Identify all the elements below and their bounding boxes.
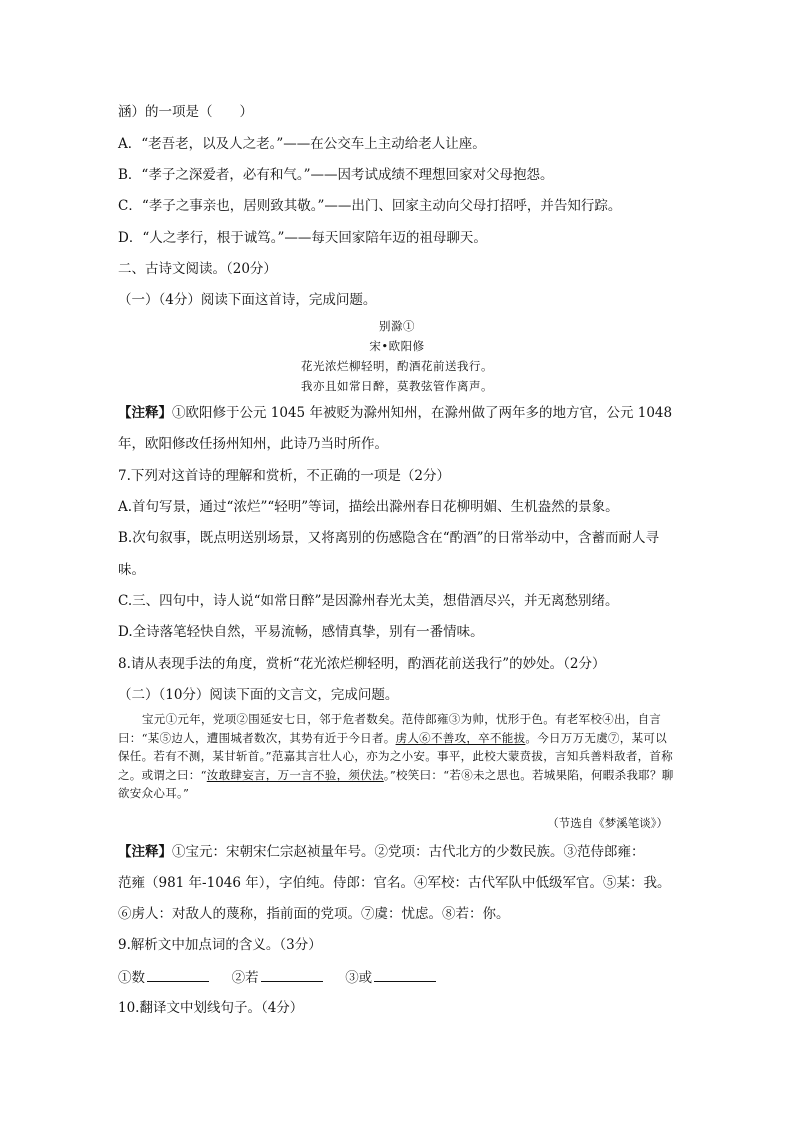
- passage-text-2: 。今日万万无虞⑦，某可以保任。若有不测，某甘斩首。”范嘉其言壮人心，亦为之小安。事平，此校大蒙贲拔，言知兵善料敌者，首称之。或谓之曰：“: [118, 730, 674, 782]
- poem-title: 别滁①: [379, 319, 415, 333]
- question-8: 8.请从表现手法的角度，赏析“花光浓烂柳轻明，酌酒花前送我行”的妙处。（2分）: [118, 656, 606, 672]
- q9-blank-1[interactable]: [147, 969, 209, 982]
- poem-line-2: 我亦且如常日醉，莫教弦管作离声。: [301, 379, 493, 393]
- passage-text-1: 宝元①元年，党项②围延安七日，邻于危者数矣。范侍郎雍③为帅，忧形于色。有老军校④出，自言曰：“某⑤边人，遭围城者数次，其势有近于今日者。: [118, 712, 662, 745]
- section-heading: 二、古诗文阅读。（20分）: [118, 261, 277, 277]
- classical-passage: [118, 710, 678, 803]
- q7-option-a: A.首句写景，通过“浓烂”“轻明”等词，描绘出滁州春日花柳明媚、生机盎然的景象。: [118, 499, 619, 515]
- note-text: ①宝元：宋朝宋仁宗赵祯量年号。②党项：古代北方的少数民族。③范侍郎雍：: [172, 844, 645, 860]
- option-c: C．“孝子之事亲也，居则致其敬。”——出门、回家主动向父母打招呼，并告知行踪。: [118, 198, 622, 214]
- q7-option-d: D.全诗落笔轻快自然，平易流畅，感情真挚，别有一番情味。: [118, 624, 484, 640]
- poem-note-line-1: [118, 405, 672, 421]
- passage-text-3: 。”校笑曰：“若⑧未之思也。若城果陷，何暇杀我耶？聊欲安众心耳。”: [118, 767, 674, 800]
- poem-note-line-2: 年，欧阳修改任扬州知州，此诗乃当时所作。: [118, 436, 388, 452]
- q7-option-b-line-2: 味。: [118, 562, 145, 578]
- question-7-stem: 7.下列对这首诗的理解和赏析，不正确的一项是（2分）: [118, 468, 450, 484]
- option-b: B．“孝子之深爱者，必有和气。”——因考试成绩不理想回家对父母抱怨。: [118, 167, 554, 183]
- note-tag: 【注释】: [118, 405, 172, 421]
- q9-item-3: ③或: [345, 970, 373, 986]
- poem-author: 宋•欧阳修: [369, 339, 425, 353]
- q7-option-b-line-1: B.次句叙事，既点明送别场景，又将离别的伤感隐含在“酌酒”的日常举动中，含蓄而耐人寻: [118, 530, 660, 546]
- underlined-sentence-1: 虏人⑥不善攻，卒不能拔: [395, 730, 526, 745]
- option-a: A．“老吾老，以及人之老。”——在公交车上主动给老人让座。: [118, 136, 486, 152]
- note-text: ①欧阳修于公元 1045 年被贬为滁州知州，在滁州做了两年多的地方官，公元 1048: [172, 405, 673, 421]
- q7-option-c: C.三、四句中，诗人说“如常日醉”是因滁州春光太美，想借酒尽兴，并无离愁别绪。: [118, 593, 619, 609]
- passage-note-line-3: ⑥虏人：对敌人的蔑称，指前面的党项。⑦虞：忧虑。⑧若：你。: [118, 906, 510, 922]
- subsection-2-heading: （二）（10分）阅读下面的文言文，完成问题。: [118, 687, 399, 703]
- passage-note-line-1: [118, 844, 645, 860]
- poem-line-1: 花光浓烂柳轻明，酌酒花前送我行。: [301, 359, 493, 373]
- q9-blank-3[interactable]: [374, 969, 436, 982]
- q9-item-1: ①数: [118, 970, 145, 986]
- option-d: D．“人之孝行，根于诚笃。”——每天回家陪年迈的祖母聊天。: [118, 230, 487, 246]
- question-9-items: [118, 969, 436, 986]
- question-stem-tail: 涵）的一项是（ ）: [118, 104, 253, 120]
- q9-item-2: ②若: [231, 970, 259, 986]
- question-10: 10.翻译文中划线句子。（4分）: [118, 1000, 304, 1016]
- underlined-sentence-2: 汝敢肆妄言，万一言不验，须伏法: [206, 767, 384, 782]
- q9-blank-2[interactable]: [261, 969, 323, 982]
- passage-source: （节选自《梦溪笔谈》）: [547, 816, 668, 830]
- subsection-heading: （一）（4分）阅读下面这首诗，完成问题。: [118, 292, 377, 308]
- question-9-stem: 9.解析文中加点词的含义。（3分）: [118, 937, 322, 953]
- passage-note-line-2: 范雍（981 年-1046 年），字伯纯。侍郎：官名。④军校：古代军队中低级军官。⑤某：我。: [118, 875, 671, 891]
- note-tag: 【注释】: [118, 844, 172, 860]
